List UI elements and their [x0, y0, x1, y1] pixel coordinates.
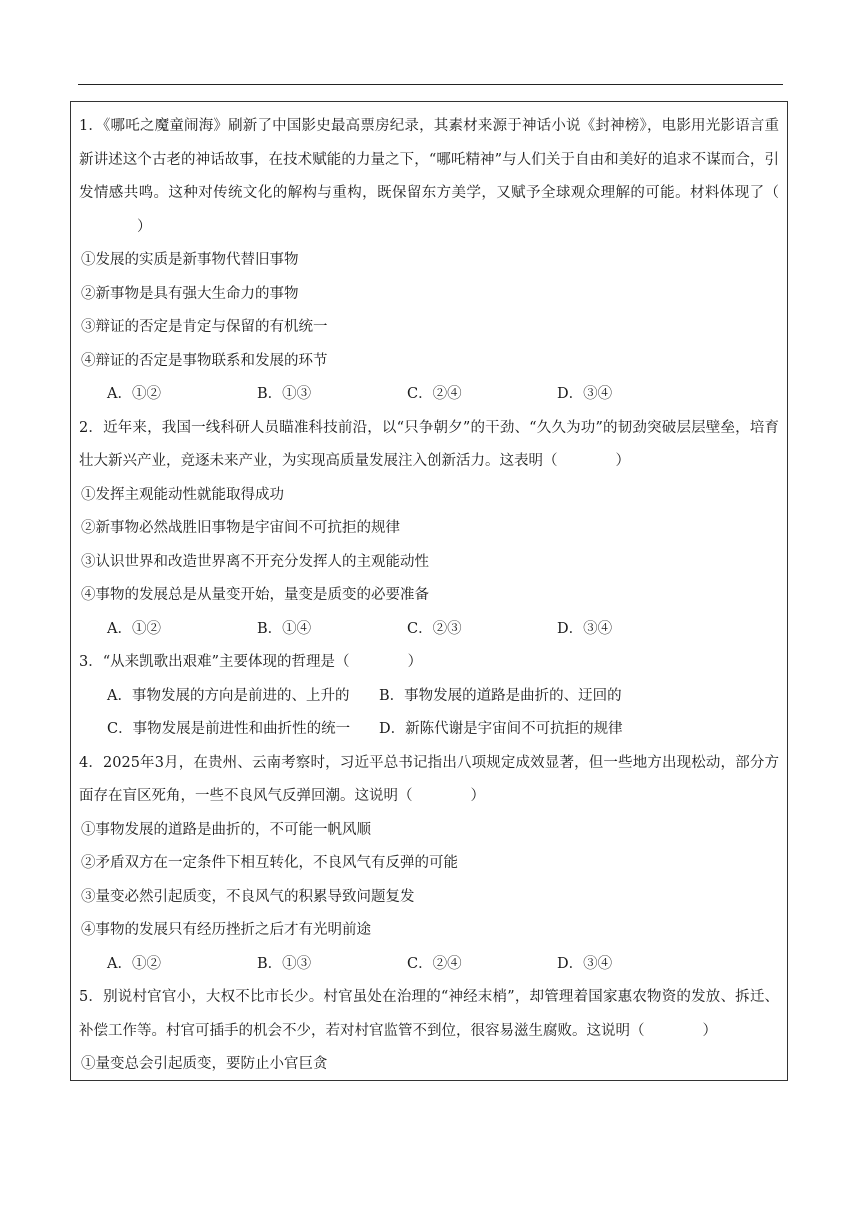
question-4-stem: 4．2025年3月，在贵州、云南考察时，习近平总书记指出八项规定成效显著，但一些地方出现松动，部分方面存在盲区死角，一些不良风气反弹回潮。这说明（ ） — [79, 754, 779, 804]
question-1-item-1: ①发展的实质是新事物代替旧事物 — [81, 252, 299, 268]
option-b: B．①④ — [257, 620, 312, 637]
option-d: D．③④ — [557, 386, 613, 402]
option-c: C．事物发展是前进性和曲折性的统一 — [107, 721, 351, 737]
option-c: C．②④ — [407, 955, 462, 972]
question-2-stem: 2．近年来，我国一线科研人员瞄准科技前沿，以“只争朝夕”的干劲、“久久为功”的韧劲突破层层壁垒，培育壮大新兴产业，竞逐未来产业，为实现高质量发展注入创新活力。这表明（ ） — [79, 419, 779, 469]
question-4-item-1: ①事物发展的道路是曲折的，不可能一帆风顺 — [81, 821, 371, 838]
question-3-options-row-1 — [79, 680, 779, 714]
question-2-item-2: ②新事物必然战胜旧事物是宇宙间不可抗拒的规律 — [81, 520, 400, 536]
question-5-item-1: ①量变总会引起质变，要防止小官巨贪 — [81, 1056, 328, 1072]
option-b: B．①③ — [257, 955, 312, 972]
question-1-item-2: ②新事物是具有强大生命力的事物 — [81, 285, 299, 302]
question-1-item-4: ④辩证的否定是事物联系和发展的环节 — [81, 352, 328, 369]
option-d: D．③④ — [557, 620, 613, 637]
question-4-item-4: ④事物的发展只有经历挫折之后才有光明前途 — [81, 922, 371, 938]
option-a: A．①② — [107, 955, 161, 972]
option-d: D．新陈代谢是宇宙间不可抗拒的规律 — [379, 721, 623, 737]
option-d: D．③④ — [557, 955, 613, 972]
question-1-options — [79, 378, 779, 412]
question-content — [79, 110, 779, 1082]
question-1-item-3: ③辩证的否定是肯定与保留的有机统一 — [81, 319, 328, 335]
question-3-options-row-2 — [79, 713, 779, 747]
header-rule — [78, 84, 783, 85]
question-4-item-3: ③量变必然引起质变，不良风气的积累导致问题复发 — [81, 888, 415, 905]
question-4-options — [79, 948, 779, 982]
option-a: A．①② — [107, 386, 161, 402]
option-c: C．②④ — [407, 386, 462, 402]
question-2-options — [79, 613, 779, 647]
question-3-stem: 3．“从来凯歌出艰难”主要体现的哲理是（ ） — [79, 654, 423, 670]
question-1-stem: 1．《哪吒之魔童闹海》刷新了中国影史最高票房纪录，其素材来源于神话小说《封神榜》，电影用光影语言重新讲述这个古老的神话故事，在技术赋能的力量之下，“哪吒精神”与人们关于自由和美好的追求不谋而合，引发情感共鸣。这种对传统文化的解构与重构，既保留东方美学，又赋予全球观众理解的可能。材料体现了（） — [79, 118, 779, 235]
question-2-item-4: ④事物的发展总是从量变开始，量变是质变的必要准备 — [81, 587, 429, 603]
question-box — [70, 101, 788, 1081]
question-5-stem: 5．别说村官官小，大权不比市长少。村官虽处在治理的“神经末梢”，却管理着国家惠农物资的发放、拆迁、补偿工作等。村官可插手的机会不少，若对村官监管不到位，很容易滋生腐败。这说明（ ） — [79, 989, 779, 1039]
option-c: C．②③ — [407, 620, 462, 637]
question-4-item-2: ②矛盾双方在一定条件下相互转化，不良风气有反弹的可能 — [81, 855, 458, 871]
question-2-item-1: ①发挥主观能动性就能取得成功 — [81, 486, 284, 503]
option-b: B．事物发展的道路是曲折的、迂回的 — [379, 687, 622, 704]
option-a: A．①② — [107, 620, 161, 637]
question-2-item-3: ③认识世界和改造世界离不开充分发挥人的主观能动性 — [81, 553, 429, 570]
option-a: A．事物发展的方向是前进的、上升的 — [107, 687, 350, 704]
option-b: B．①③ — [257, 386, 312, 402]
